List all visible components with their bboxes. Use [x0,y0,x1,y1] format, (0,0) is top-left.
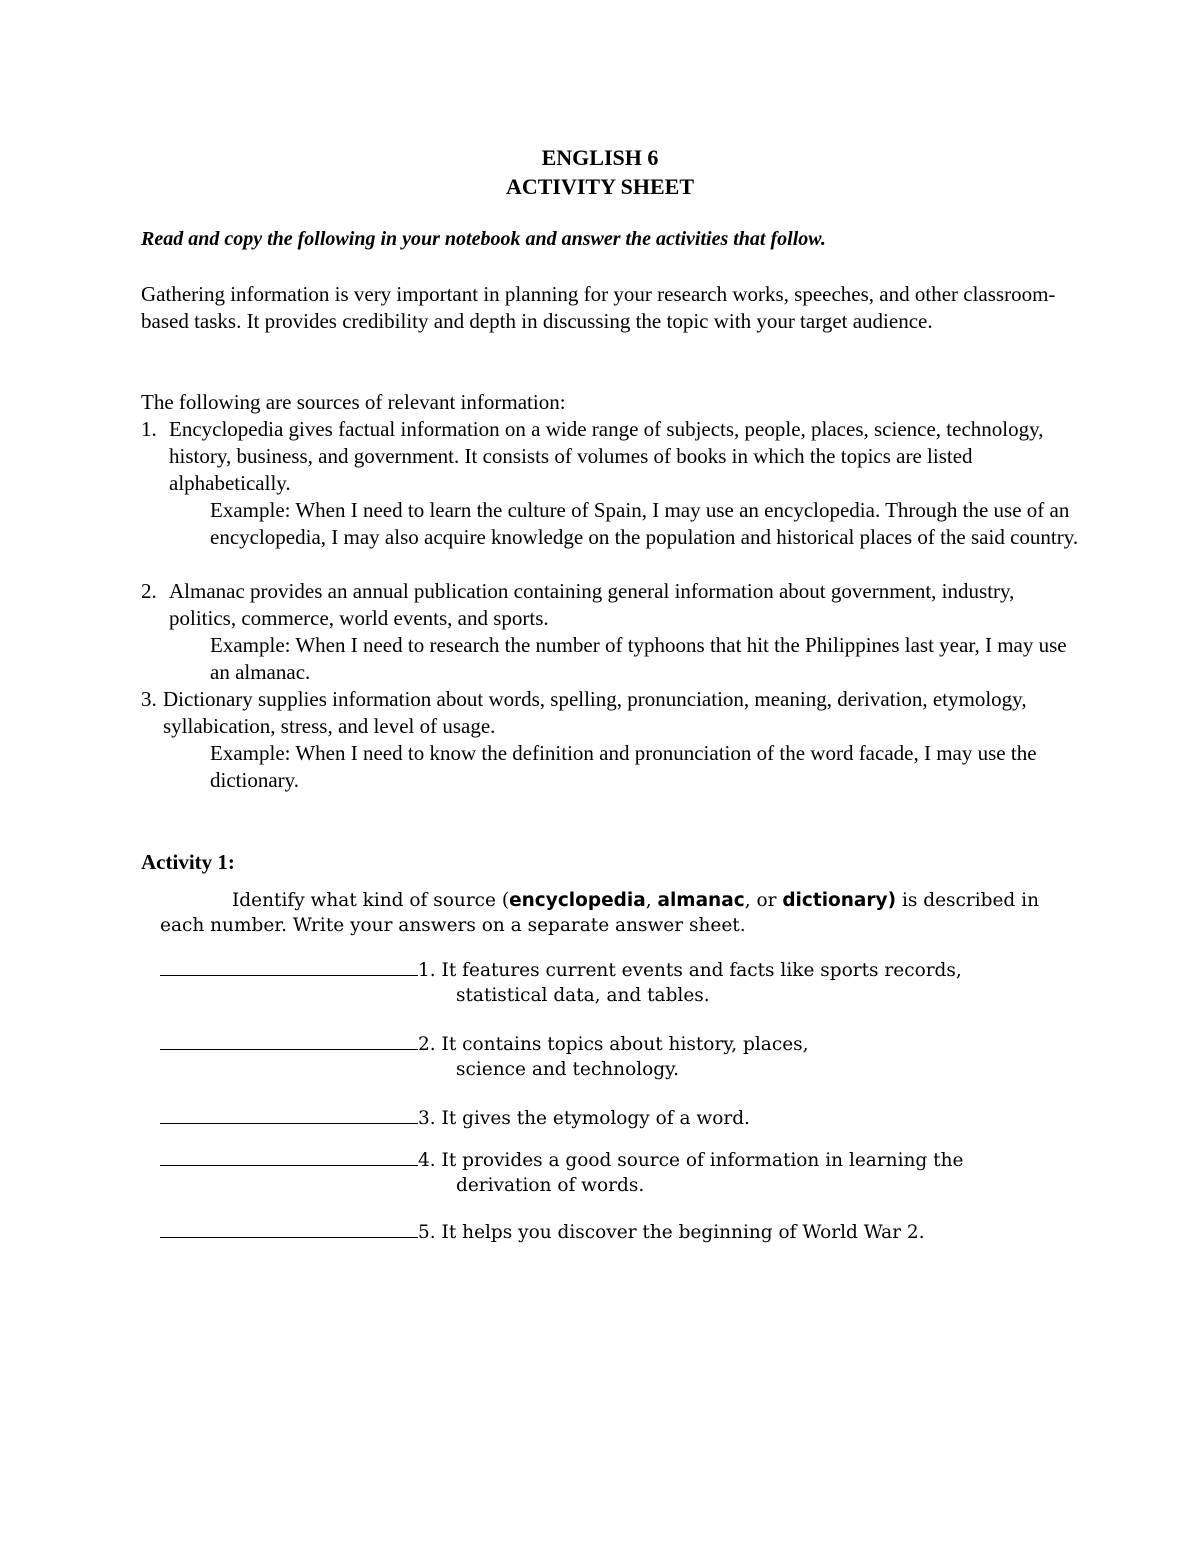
option-encyclopedia: encyclopedia [509,890,646,911]
answer-blank[interactable] [160,957,418,976]
source-example: Example: When I need to research the number of typhoons that hit the Philippines last year, I may use an almanac. [210,633,1067,684]
question-item [160,957,1040,1008]
answer-blank[interactable] [160,1031,418,1050]
source-number: 1. [141,417,157,441]
source-example: Example: When I need to know the definition and pronunciation of the word facade, I may use the dictionary. [210,741,1037,792]
activity-instruction [160,888,1040,938]
source-number: 3. [141,687,157,711]
source-example: Example: When I need to learn the culture of Spain, I may use an encyclopedia. Through the use of an encyclopedia, I may also acquire knowledge on the population and historical places of the said country. [210,498,1079,549]
question-item [160,1219,1040,1245]
reading-instruction: Read and copy the following in your notebook and answer the activities that follow. [141,228,826,250]
activity-instruction-end: is described in each number. Write your answers on a separate answer sheet. [160,890,1039,936]
question-item [160,1105,1040,1131]
sources-lead-in: The following are sources of relevant information: [141,390,566,414]
source-description: Dictionary supplies information about words, spelling, pronunciation, meaning, derivation, etymology, syllabication, stress, and level of usage. [163,687,1027,738]
answer-blank[interactable] [160,1219,418,1238]
question-text-continued: derivation of words. [456,1175,645,1196]
option-separator: , [645,890,658,911]
question-text-continued: statistical data, and tables. [456,985,710,1006]
activity-instruction-start: Identify what kind of source ( [232,890,510,911]
intro-paragraph: Gathering information is very important in planning for your research works, speeches, and other classroom-based tasks. It provides credibility and depth in discussing the topic with your target audience. [141,282,1056,333]
question-text: 5. It helps you discover the beginning of World War 2. [418,1222,925,1243]
question-item [160,1031,1040,1082]
answer-blank[interactable] [160,1147,418,1166]
source-number: 2. [141,579,157,603]
question-item [160,1147,1040,1198]
answer-blank[interactable] [160,1105,418,1124]
question-text: 3. It gives the etymology of a word. [418,1108,750,1129]
page-title-subject: ENGLISH 6 [541,145,659,170]
page-title-sheet: ACTIVITY SHEET [505,174,695,199]
question-text: 4. It provides a good source of information in learning the [418,1150,964,1171]
option-separator: , or [744,890,783,911]
question-text: 1. It features current events and facts like sports records, [418,960,962,981]
source-description: Almanac provides an annual publication containing general information about government, industry, politics, commerce, world events, and sports. [169,579,1015,630]
question-text-continued: science and technology. [456,1059,679,1080]
option-dictionary: dictionary) [782,890,897,911]
activity-heading: Activity 1: [141,850,235,874]
source-description: Encyclopedia gives factual information on a wide range of subjects, people, places, science, technology, history, business, and government. It consists of volumes of books in which the topics are listed alphabetically. [169,417,1044,495]
question-text: 2. It contains topics about history, places, [418,1034,809,1055]
option-almanac: almanac [657,890,745,911]
